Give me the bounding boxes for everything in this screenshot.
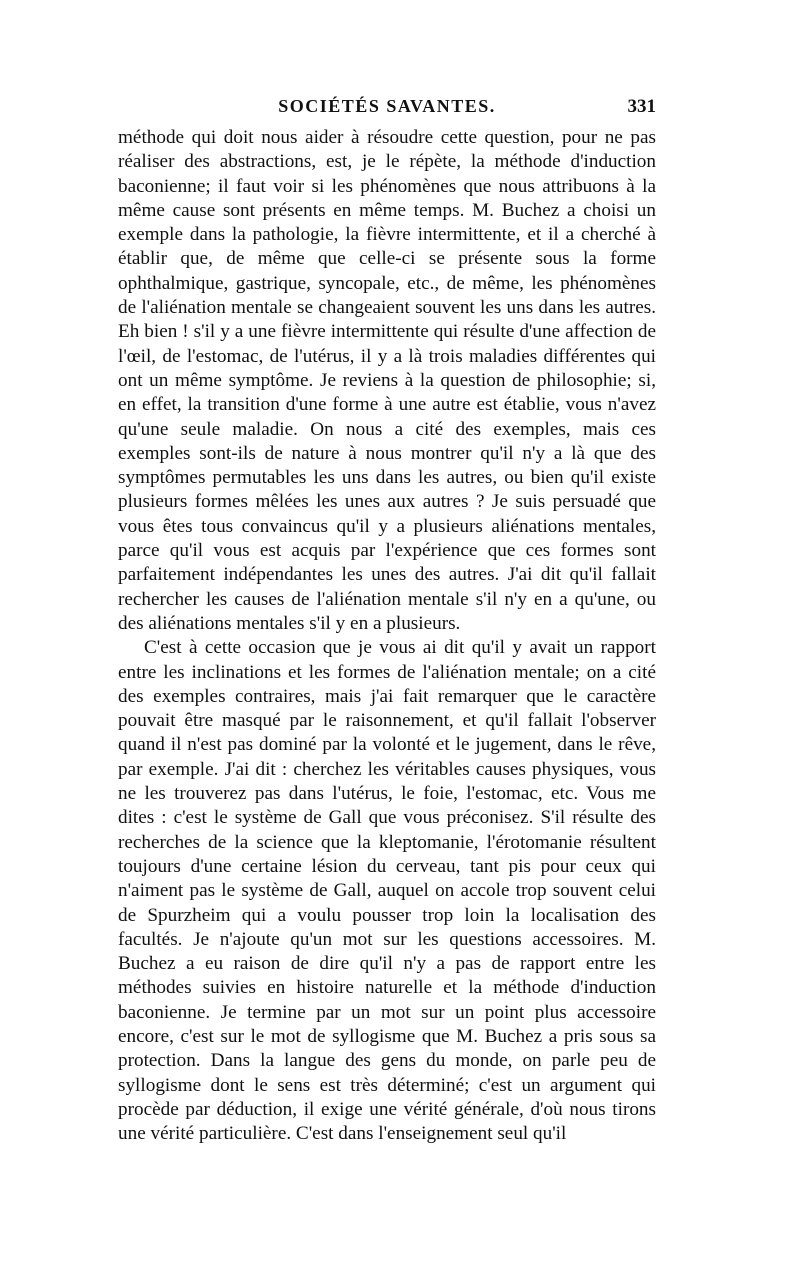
page-number: 331 [627,96,656,117]
running-title: SOCIÉTÉS SAVANTES. [278,96,496,116]
running-head [118,96,656,126]
body-text [118,126,656,1146]
paragraph-1: méthode qui doit nous aider à résoudre cette question, pour ne pas réaliser des abstractions, est, je le répète, la méthode d'induction baconienne; il faut voir si les phénomènes que nous attribuons à la même cause sont présents en même temps. M. Buchez a choisi un exemple dans la pathologie, la fièvre intermittente, et il a cherché à établir que, de même que celle-ci se présente sous la forme ophthalmique, gastrique, syncopale, etc., de même, les phénomènes de l'aliénation mentale se changeaient souvent les uns dans les autres. Eh bien ! s'il y a une fièvre intermittente qui résulte d'une affection de l'œil, de l'estomac, de l'utérus, il y a là trois maladies différentes qui ont un même symptôme. Je reviens à la question de philosophie; si, en effet, la transition d'une forme à une autre est établie, vous n'avez qu'une seule maladie. On nous a cité des exemples, mais ces exemples sont-ils de nature à nous montrer qu'il n'y a là que des symptômes permutables les uns dans les autres, ou bien qu'il existe plusieurs formes mêlées les unes aux autres ? Je suis persuadé que vous êtes tous convaincus qu'il y a plusieurs aliénations mentales, parce qu'il vous est acquis par l'expérience que ces formes sont parfaitement indépendantes les unes des autres. J'ai dit qu'il fallait rechercher les causes de l'aliénation mentale s'il n'y en a qu'une, ou des aliénations mentales s'il y en a plusieurs. [118,127,656,634]
paragraph-2: C'est à cette occasion que je vous ai dit qu'il y avait un rapport entre les inclinations et les formes de l'aliénation mentale; on a cité des exemples contraires, mais j'ai fait remarquer que le caractère pouvait être masqué par le raisonnement, et qu'il fallait l'observer quand il n'est pas dominé par la volonté et le jugement, dans le rêve, par exemple. J'ai dit : cherchez les véritables causes physiques, vous ne les trouverez pas dans l'utérus, le foie, l'estomac, etc. Vous me dites : c'est le système de Gall que vous préconisez. S'il résulte des recherches de la science que la kleptomanie, l'érotomanie résultent toujours d'une certaine lésion du cerveau, tant pis pour ceux qui n'aiment pas le système de Gall, auquel on accole trop souvent celui de Spurzheim qui a voulu pousser trop loin la localisation des facultés. Je n'ajoute qu'un mot sur les questions accessoires. M. Buchez a eu raison de dire qu'il n'y a pas de rapport entre les méthodes suivies en histoire naturelle et la méthode d'induction baconienne. Je termine par un mot sur un point plus accessoire encore, c'est sur le mot de syllogisme que M. Buchez a pris sous sa protection. Dans la langue des gens du monde, on parle peu de syllogisme dont le sens est très déterminé; c'est un argument qui procède par déduction, il exige une vérité générale, d'où nous tirons une vérité particulière. C'est dans l'enseignement seul qu'il [118,637,656,1145]
